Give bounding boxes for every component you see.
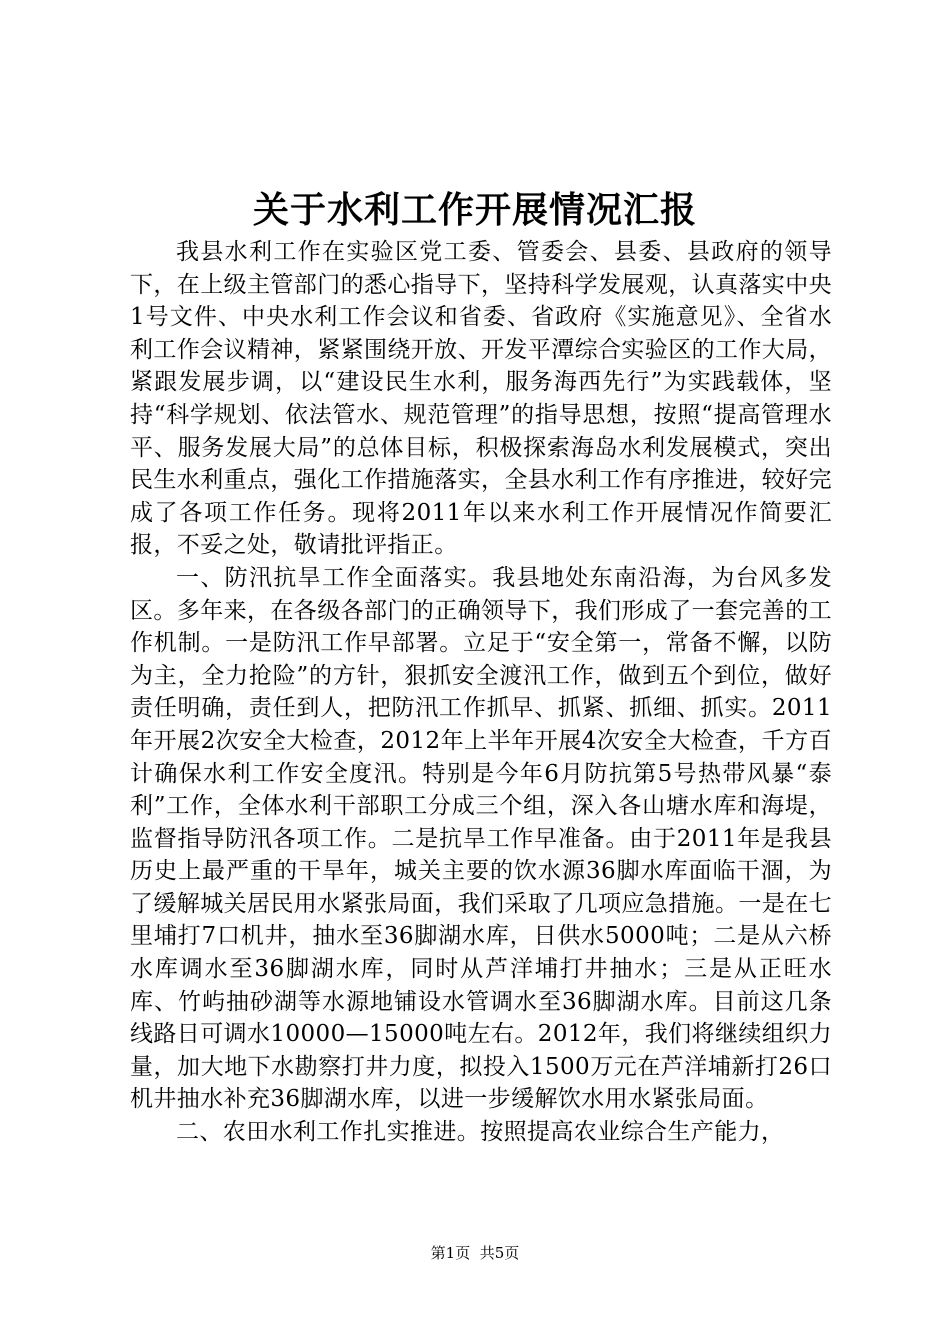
document-title: 关于水利工作开展情况汇报 <box>252 189 697 231</box>
page-footer <box>0 1243 950 1263</box>
paragraph-intro: 我县水利工作在实验区党工委、管委会、县委、县政府的领导下，在上级主管部门的悉心指导下，坚持科学发展观，认真落实中央1号文件、中央水利工作会议和省委、省政府《实施意见》、全省水利工作会议精神，紧紧围绕开放、开发平潭综合实验区的工作大局，紧跟发展步调，以“建设民生水利，服务海西先行”为实践载体，坚持“科学规划、依法管水、规范管理”的指导思想，按照“提高管理水平、服务发展大局”的总体目标，积极探索海岛水利发展模式，突出民生水利重点，强化工作措施落实，全县水利工作有序推进，较好完成了各项工作任务。现将2011年以来水利工作开展情况作简要汇报，不妥之处，敬请批评指正。 <box>130 239 832 559</box>
document-body <box>130 236 832 1149</box>
page-number: 第1页 <box>430 1244 471 1262</box>
paragraph-flood-drought: 一、防汛抗旱工作全面落实。我县地处东南沿海，为台风多发区。多年来，在各级各部门的正确领导下，我们形成了一套完善的工作机制。一是防汛工作早部署。立足于“安全第一，常备不懈，以防为主，全力抢险”的方针，狠抓安全渡汛工作，做到五个到位，做好责任明确，责任到人，把防汛工作抓早、抓紧、抓细、抓实。2011年开展2次安全大检查，2012年上半年开展4次安全大检查，千方百计确保水利工作安全度汛。特别是今年6月防抗第5号热带风暴“泰利”工作，全体水利干部职工分成三个组，深入各山塘水库和海堤，监督指导防汛各项工作。二是抗旱工作早准备。由于2011年是我县历史上最严重的干旱年，城关主要的饮水源36脚水库面临干涸，为了缓解城关居民用水紧张局面，我们采取了几项应急措施。一是在七里埔打7口机井，抽水至36脚湖水库，日供水5000吨；二是从六桥水库调水至36脚湖水库，同时从芦洋埔打井抽水；三是从正旺水库、竹屿抽砂湖等水源地铺设水管调水至36脚湖水库。目前这几条线路日可调水10000—15000吨左右。2012年，我们将继续组织力量，加大地下水勘察打井力度，拟投入1500万元在芦洋埔新打26口机井抽水补充36脚湖水库，以进一步缓解饮水用水紧张局面。 <box>130 564 832 1113</box>
page-total: 共5页 <box>479 1244 520 1262</box>
paragraph-farmland: 二、农田水利工作扎实推进。按照提高农业综合生产能力， <box>176 1119 785 1146</box>
footer-spacer <box>470 1244 480 1262</box>
